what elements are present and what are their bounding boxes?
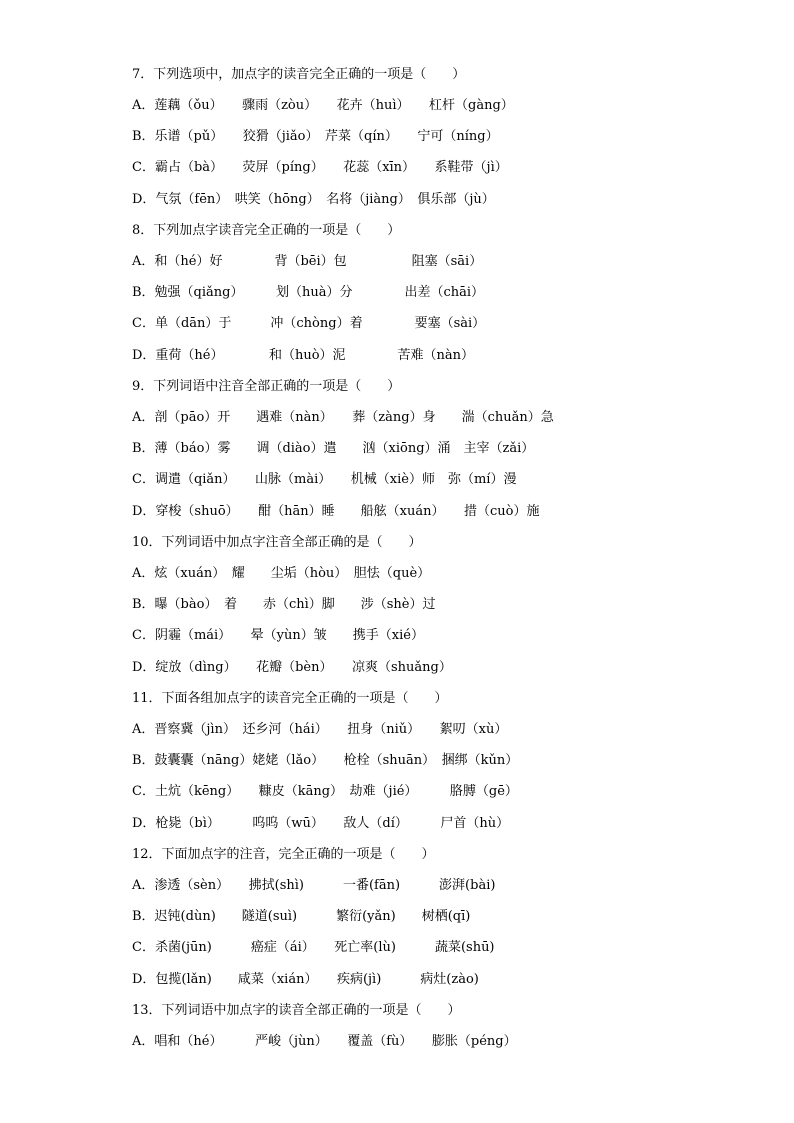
question-8-option-a: A．和（hé）好 背（bēi）包 阻塞（sāi） — [132, 254, 483, 269]
question-11-option-a: A．晋察冀（jìn） 还乡河（hái） 扭身（niǔ） 絮叨（xù） — [132, 722, 508, 737]
question-10-stem: 10．下列词语中加点字注音全部正确的是（ ） — [132, 535, 422, 550]
question-11-option-c: C．土炕（kēng） 糠皮（kāng） 劫难（jié） 胳膊（gē） — [132, 784, 518, 799]
question-12-option-c: C．杀菌(jūn) 癌症（ái） 死亡率(lù) 蔬菜(shū) — [132, 940, 495, 955]
question-8-option-b: B．勉强（qiǎng） 划（huà）分 出差（chāi） — [132, 285, 485, 300]
question-9-stem: 9．下列词语中注音全部正确的一项是（ ） — [132, 379, 401, 394]
question-13-stem: 13．下列词语中加点字的读音全部正确的一项是（ ） — [132, 1003, 461, 1018]
question-11-option-b: B．鼓囊囊（nāng）姥姥（lǎo） 枪栓（shuān） 捆绑（kǔn） — [132, 753, 519, 768]
question-12-option-a: A．渗透（sèn） 拂拭(shì) 一番(fān) 澎湃(bài) — [132, 878, 496, 893]
question-10-option-d: D．绽放（dìng） 花瓣（bèn） 凉爽（shuǎng） — [132, 660, 452, 675]
question-7-stem: 7．下列选项中，加点字的读音完全正确的一项是（ ） — [132, 67, 466, 82]
question-11-option-d: D．枪毙（bì） 呜呜（wū） 敌人（dí） 尸首（hù） — [132, 816, 510, 831]
question-7-option-c: C．霸占（bà） 荧屏（píng） 花蕊（xīn） 系鞋带（jì） — [132, 160, 508, 175]
question-13-option-a: A．唱和（hé） 严峻（jùn） 覆盖（fù） 膨胀（péng） — [132, 1034, 517, 1049]
question-8-option-c: C．单（dān）于 冲（chòng）着 要塞（sài） — [132, 316, 486, 331]
question-12-option-b: B．迟钝(dùn) 隧道(suì) 繁衍(yǎn) 树栖(qī) — [132, 909, 471, 924]
question-7-option-d: D．气氛（fēn） 哄笑（hōng） 名将（jiàng） 俱乐部（jù） — [132, 192, 495, 207]
question-10-option-a: A．炫（xuán） 耀 尘垢（hòu） 胆怯（què） — [132, 566, 431, 581]
question-8-stem: 8．下列加点字读音完全正确的一项是（ ） — [132, 223, 401, 238]
question-9-option-d: D．穿梭（shuō） 酣（hān）睡 船舷（xuán） 措（cuò）施 — [132, 504, 540, 519]
question-7-option-b: B．乐谱（pǔ） 狡猾（jiǎo） 芹菜（qín） 宁可（níng） — [132, 129, 499, 144]
question-9-option-a: A．剖（pāo）开 遇难（nàn） 葬（zàng）身 湍（chuǎn）急 — [132, 410, 554, 425]
question-9-option-b: B．薄（báo）雾 调（diào）遣 汹（xiōng）涌 主宰（zǎi） — [132, 441, 535, 456]
question-10-option-b: B．曝（bào） 着 赤（chì）脚 涉（shè）过 — [132, 597, 436, 612]
question-9-option-c: C．调遣（qiǎn） 山脉（mài） 机械（xiè）师 弥（mí）漫 — [132, 472, 517, 487]
question-12-stem: 12．下面加点字的注音，完全正确的一项是（ ） — [132, 847, 435, 862]
question-12-option-d: D．包揽(lǎn) 咸菜（xián） 疾病(jì) 病灶(zào) — [132, 972, 479, 987]
question-10-option-c: C．阴霾（mái） 晕（yùn）皱 携手（xié） — [132, 628, 424, 643]
question-7-option-a: A．莲藕（ǒu） 骤雨（zòu） 花卉（huì） 杠杆（gàng） — [132, 98, 514, 113]
question-8-option-d: D．重荷（hé） 和（huò）泥 苦难（nàn） — [132, 348, 475, 363]
question-11-stem: 11．下面各组加点字的读音完全正确的一项是（ ） — [132, 691, 448, 706]
